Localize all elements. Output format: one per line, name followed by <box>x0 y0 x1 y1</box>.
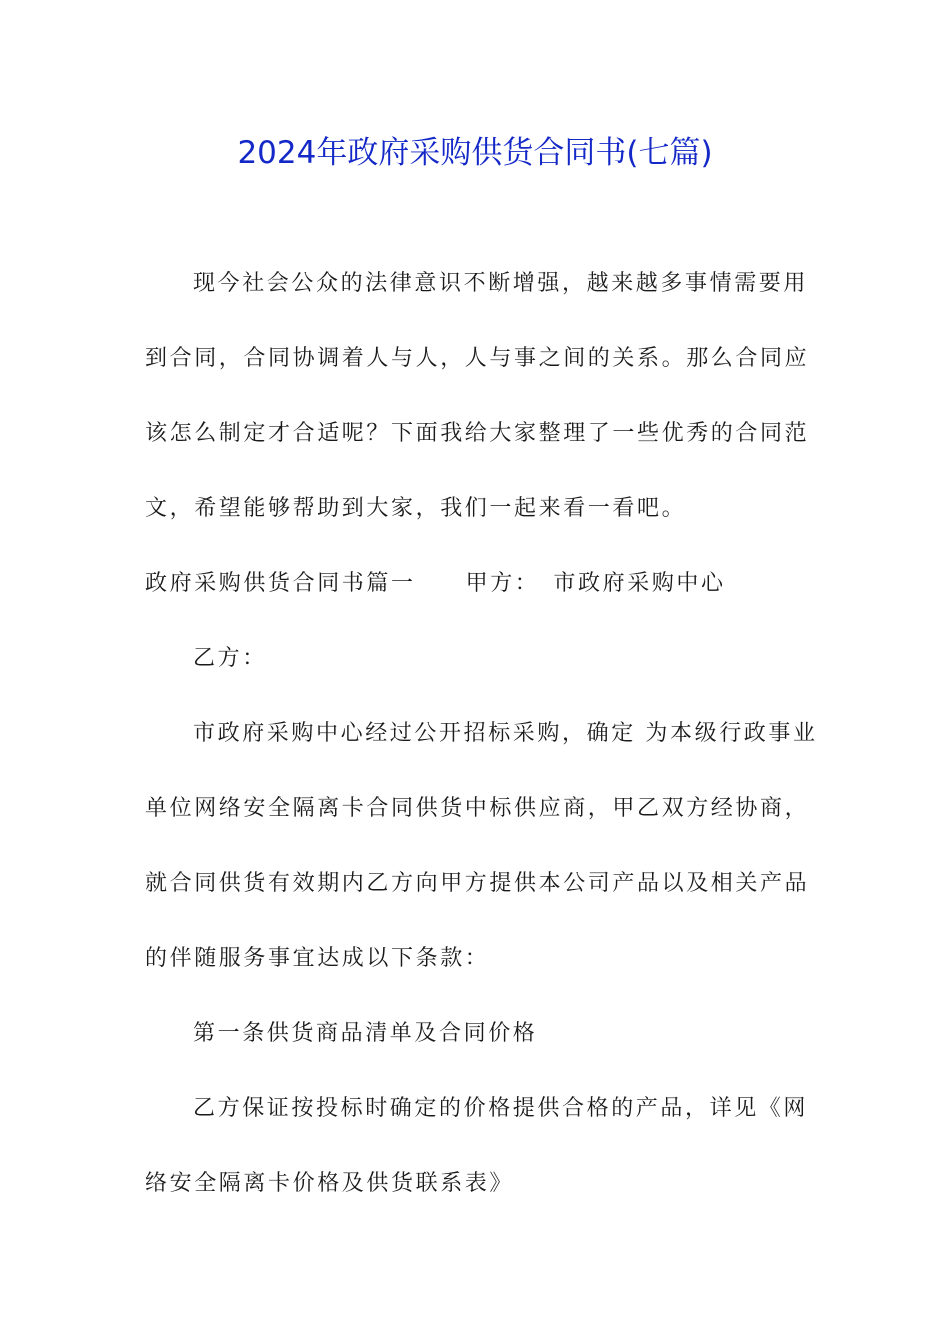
section-heading-row <box>145 568 726 600</box>
document-title: 2024年政府采购供货合同书(七篇) <box>237 135 713 171</box>
para1-line-2: 单位网络安全隔离卡合同供货中标供应商，甲乙双方经协商， <box>145 796 810 821</box>
section-heading: 政府采购供货合同书篇一 <box>145 571 416 596</box>
intro-line-4: 文，希望能够帮助到大家，我们一起来看一看吧。 <box>145 496 687 521</box>
para1-line-3: 就合同供货有效期内乙方向甲方提供本公司产品以及相关产品 <box>145 871 810 896</box>
article1-title: 第一条供货商品清单及合同价格 <box>193 1021 538 1046</box>
intro-line-3: 该怎么制定才合适呢？下面我给大家整理了一些优秀的合同范 <box>145 421 810 446</box>
para1-line-4: 的伴随服务事宜达成以下条款： <box>145 946 490 971</box>
para2-line-1: 乙方保证按投标时确定的价格提供合格的产品，详见《网 <box>193 1096 809 1121</box>
intro-line-2: 到合同，合同协调着人与人，人与事之间的关系。那么合同应 <box>145 346 810 371</box>
intro-line-1: 现今社会公众的法律意识不断增强，越来越多事情需要用 <box>193 271 809 296</box>
party-b-label: 乙方： <box>193 646 267 671</box>
party-a-label: 甲方： <box>465 571 540 596</box>
para1-line-1: 市政府采购中心经过公开招标采购，确定 为本级行政事业 <box>193 721 818 746</box>
party-a-value: 市政府采购中心 <box>553 571 726 596</box>
para2-line-2: 络安全隔离卡价格及供货联系表》 <box>145 1171 515 1196</box>
